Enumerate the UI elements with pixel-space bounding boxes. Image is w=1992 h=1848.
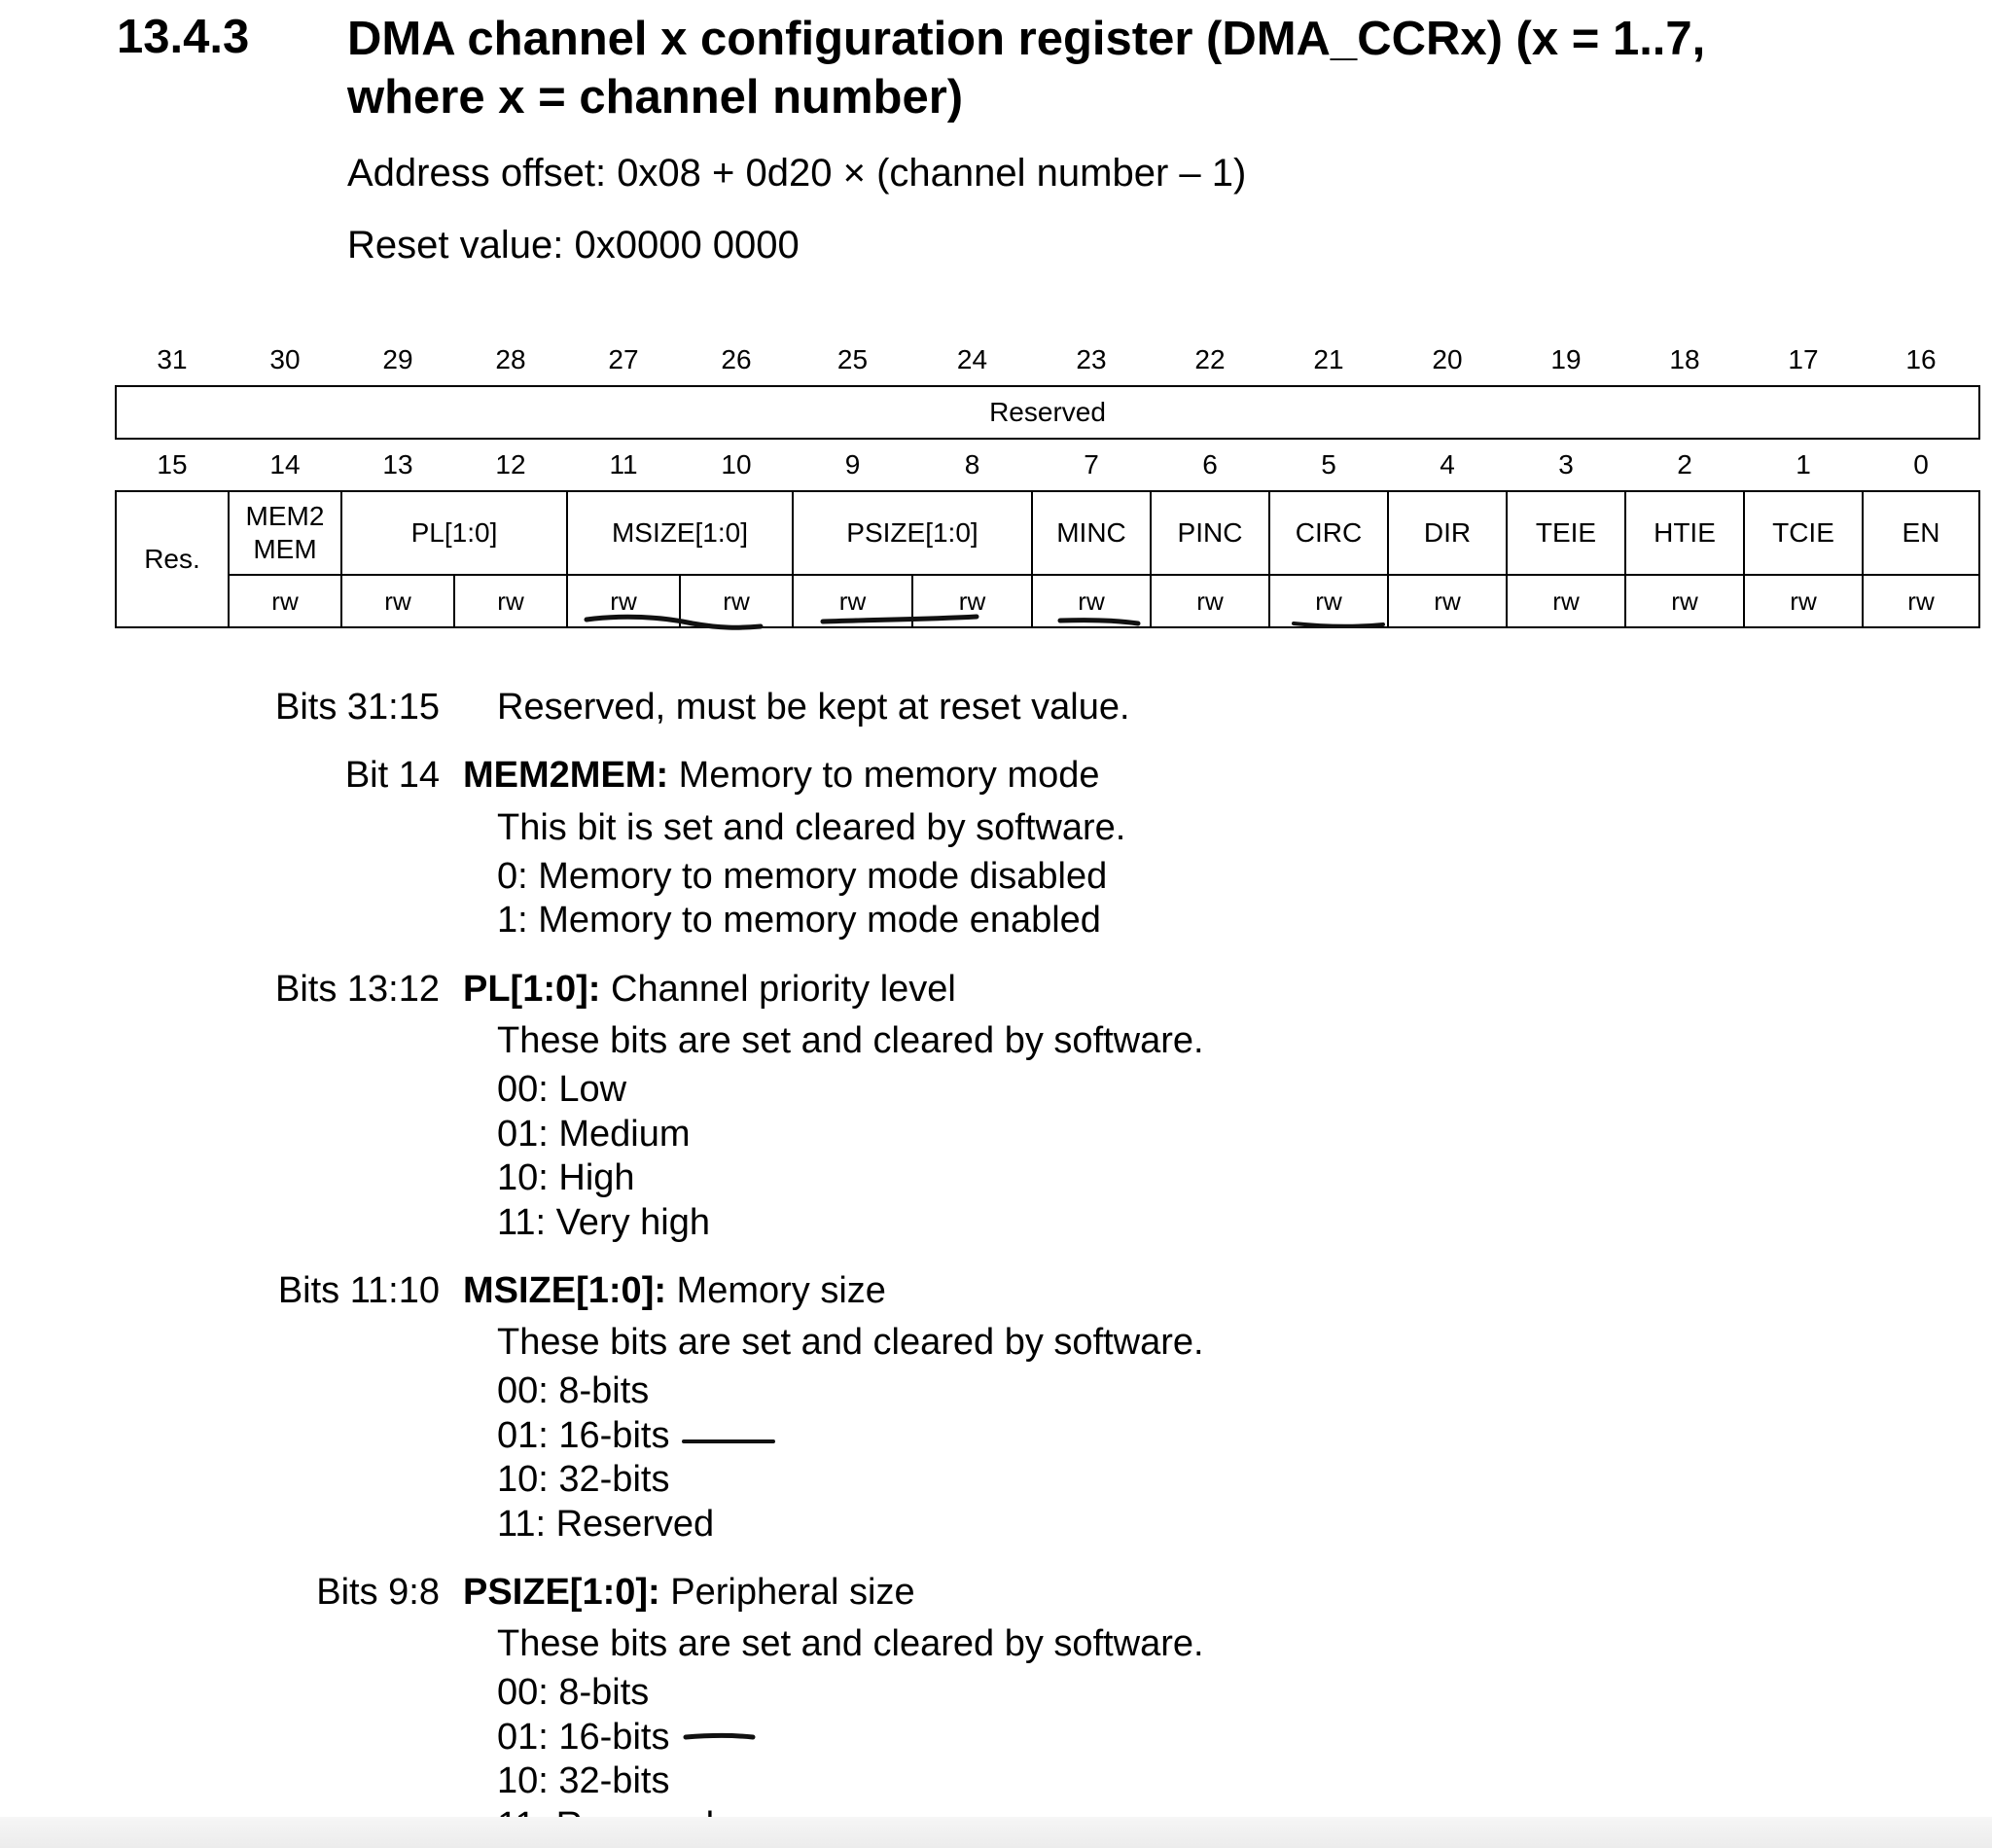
field-mem2mem <box>229 491 341 575</box>
access-cell: rw <box>229 575 341 627</box>
bit-number: 6 <box>1202 449 1218 480</box>
bits-msize-label: Bits 11:10 <box>277 1270 440 1311</box>
field-teie: TEIE <box>1507 491 1625 575</box>
bit-number: 1 <box>1796 449 1811 480</box>
bits-pl-line: These bits are set and cleared by software. <box>497 1020 1204 1061</box>
register-map-table <box>115 335 1980 628</box>
field-en: EN <box>1863 491 1979 575</box>
bit-number: 25 <box>836 344 869 374</box>
field-mem2mem-line1: MEM2 <box>245 501 325 531</box>
bit-number: 28 <box>495 344 526 374</box>
access-cell: rw <box>1744 575 1863 627</box>
lower-bit-numbers-row <box>116 439 1979 491</box>
bits-psize-label: Bits 9:8 <box>316 1572 440 1613</box>
field-htie: HTIE <box>1625 491 1744 575</box>
bits-msize-line: 01: 16-bits <box>497 1415 670 1456</box>
bits-pl-label: Bits 13:12 <box>275 969 440 1010</box>
access-cell: rw <box>1863 575 1979 627</box>
reset-value: Reset value: 0x0000 0000 <box>347 224 800 267</box>
bit-number: 22 <box>1194 344 1226 374</box>
address-offset: Address offset: 0x08 + 0d20 × (channel number – 1) <box>347 152 1247 195</box>
bit-number: 13 <box>382 449 413 480</box>
bits-pl-heading <box>463 969 956 1011</box>
upper-bit-numbers-row <box>116 335 1979 386</box>
access-cell: rw <box>454 575 567 627</box>
bit-number: 17 <box>1788 344 1819 374</box>
bits-msize-line: These bits are set and cleared by software. <box>497 1322 1204 1363</box>
field-mem2mem-line2: MEM <box>253 534 317 564</box>
access-cell: rw <box>1625 575 1744 627</box>
field-msize: MSIZE[1:0] <box>567 491 793 575</box>
access-cell: rw <box>567 575 680 627</box>
access-row <box>116 575 1979 627</box>
bits-psize-heading <box>463 1572 915 1614</box>
pen-dash-psize-16bit <box>686 1736 753 1738</box>
access-cell: rw <box>680 575 793 627</box>
bit-number: 8 <box>964 449 980 480</box>
bit-number: 26 <box>721 344 752 374</box>
bit-number: 11 <box>609 449 638 480</box>
bits-psize-line: 00: 8-bits <box>497 1672 650 1713</box>
bits-msize-name: MSIZE[1:0]: <box>463 1270 666 1311</box>
bits-msize-line: 10: 32-bits <box>497 1459 670 1500</box>
bit-number: 29 <box>382 344 413 374</box>
bits-pl-name: PL[1:0]: <box>463 969 601 1010</box>
bit-number: 18 <box>1669 344 1700 374</box>
bits-pl-line: 11: Very high <box>497 1202 711 1243</box>
bits-reserved-label: Bits 31:15 <box>275 687 440 728</box>
bit-number: 23 <box>1076 344 1107 374</box>
field-psize: PSIZE[1:0] <box>793 491 1032 575</box>
bit-number: 9 <box>844 449 861 480</box>
bits-psize-line: These bits are set and cleared by software. <box>497 1623 1204 1664</box>
bits-psize-line: 01: 16-bits <box>497 1717 670 1758</box>
bits-pl-line: 01: Medium <box>497 1114 691 1155</box>
bits-reserved-text: Reserved, must be kept at reset value. <box>497 687 1130 728</box>
field-pl: PL[1:0] <box>341 491 567 575</box>
bit-number: 19 <box>1550 344 1582 374</box>
bit-mem2mem-heading <box>463 755 1100 797</box>
bits-pl-line: 10: High <box>497 1157 635 1198</box>
access-cell: rw <box>793 575 912 627</box>
bits-psize-desc: Peripheral size <box>659 1572 915 1613</box>
bits-msize-line: 00: 8-bits <box>497 1370 650 1411</box>
reserved-field: Reserved <box>116 386 1979 439</box>
field-dir: DIR <box>1388 491 1507 575</box>
access-cell: rw <box>341 575 454 627</box>
page-bottom-edge <box>0 1817 1992 1848</box>
field-names-row <box>116 491 1979 575</box>
section-number: 13.4.3 <box>117 11 250 63</box>
access-cell: rw <box>1507 575 1625 627</box>
bit-mem2mem-desc: Memory to memory mode <box>668 755 1100 796</box>
field-circ: CIRC <box>1269 491 1388 575</box>
bit-number: 30 <box>269 344 301 374</box>
bit-number: 24 <box>956 344 988 374</box>
access-cell: rw <box>1151 575 1269 627</box>
field-res: Res. <box>116 491 229 627</box>
bit-number: 27 <box>608 344 639 374</box>
bit-number: 5 <box>1321 449 1336 480</box>
bit-mem2mem-label: Bit 14 <box>344 755 440 796</box>
bit-number: 31 <box>157 344 188 374</box>
bits-msize-desc: Memory size <box>666 1270 886 1311</box>
field-pinc: PINC <box>1151 491 1269 575</box>
bit-mem2mem-name: MEM2MEM: <box>463 755 669 796</box>
bit-mem2mem-line: This bit is set and cleared by software. <box>497 807 1126 848</box>
section-title: DMA channel x configuration register (DMA_CCRx) (x = 1..7, where x = channel number) <box>347 13 1706 124</box>
bit-mem2mem-line: 1: Memory to memory mode enabled <box>497 900 1101 941</box>
bits-pl-desc: Channel priority level <box>600 969 956 1010</box>
bit-number: 4 <box>1440 449 1455 480</box>
bit-number: 2 <box>1677 449 1692 480</box>
access-cell: rw <box>912 575 1032 627</box>
bit-number: 7 <box>1084 449 1099 480</box>
bit-number: 16 <box>1905 344 1937 374</box>
bit-number: 21 <box>1313 344 1344 374</box>
bit-number: 15 <box>157 449 188 480</box>
bits-psize-line: 10: 32-bits <box>497 1760 670 1801</box>
bits-psize-name: PSIZE[1:0]: <box>463 1572 660 1613</box>
bits-msize-line: 11: Reserved <box>497 1504 715 1545</box>
bit-number: 10 <box>721 449 752 480</box>
access-cell: rw <box>1269 575 1388 627</box>
bit-number: 14 <box>269 449 301 480</box>
bits-pl-line: 00: Low <box>497 1069 627 1110</box>
upper-reserved-row <box>116 386 1979 439</box>
bit-number: 0 <box>1913 449 1929 480</box>
access-cell: rw <box>1032 575 1151 627</box>
access-cell: rw <box>1388 575 1507 627</box>
bit-number: 20 <box>1432 344 1463 374</box>
bit-mem2mem-line: 0: Memory to memory mode disabled <box>497 856 1108 897</box>
bit-number: 3 <box>1558 449 1574 480</box>
bit-number: 12 <box>495 449 526 480</box>
field-tcie: TCIE <box>1744 491 1863 575</box>
field-minc: MINC <box>1032 491 1151 575</box>
bits-msize-heading <box>463 1270 886 1312</box>
